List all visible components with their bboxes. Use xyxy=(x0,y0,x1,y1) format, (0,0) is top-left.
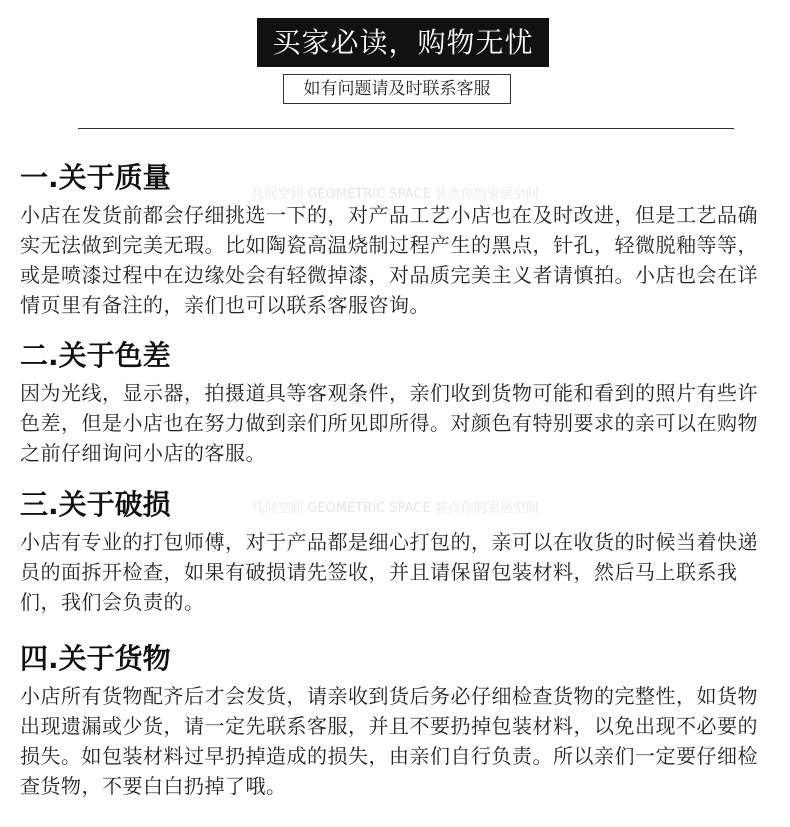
section-heading: 三.关于破损 xyxy=(20,488,171,521)
page-title: 买家必读，购物无忧 xyxy=(257,18,549,67)
section-body: 小店所有货物配齐后才会发货，请亲收到货后务必仔细检查货物的完整性，如货物出现遗漏或少货，请一定先联系客服，并且不要扔掉包装材料，以免出现不必要的损失。如包装材料过早扔掉造成的损失，由亲们自行负责。所以亲们一定要仔细检查货物，不要白白扔掉了哦。 xyxy=(20,684,758,798)
section-body: 因为光线，显示器，拍摄道具等客观条件，亲们收到货物可能和看到的照片有些许色差，但是小店也在努力做到亲们所见即所得。对颜色有特别要求的亲可以在购物之前仔细询问小店的客服。 xyxy=(20,381,758,465)
section-body: 小店在发货前都会仔细挑选一下的，对产品工艺小店也在及时改进，但是工艺品确实无法做到完美无瑕。比如陶瓷高温烧制过程产生的黑点，针孔，轻微脱釉等等，或是喷漆过程中在边缘处会有轻微掉漆，对品质完美主义者请慎拍。小店也会在详情页里有备注的，亲们也可以联系客服咨询。 xyxy=(20,203,758,317)
section-body: 小店有专业的打包师傅，对于产品都是细心打包的，亲可以在收货的时候当着快递员的面拆开检查，如果有破损请先签收，并且请保留包装材料，然后马上联系我们，我们会负责的。 xyxy=(20,530,758,614)
contact-notice: 如有问题请及时联系客服 xyxy=(283,74,511,104)
watermark: 几何空间 GEOMETRIC SPACE 装点你的家居空间 xyxy=(251,187,539,202)
header-divider xyxy=(78,128,734,129)
watermark: 几何空间 GEOMETRIC SPACE 装点你的家居空间 xyxy=(251,501,539,516)
section-damage xyxy=(20,487,778,617)
section-heading: 二.关于色差 xyxy=(20,339,171,372)
section-heading: 四.关于货物 xyxy=(20,642,171,675)
section-color-difference xyxy=(20,338,778,468)
section-heading: 一.关于质量 xyxy=(20,161,171,194)
section-goods xyxy=(20,641,778,801)
section-quality xyxy=(20,160,778,320)
